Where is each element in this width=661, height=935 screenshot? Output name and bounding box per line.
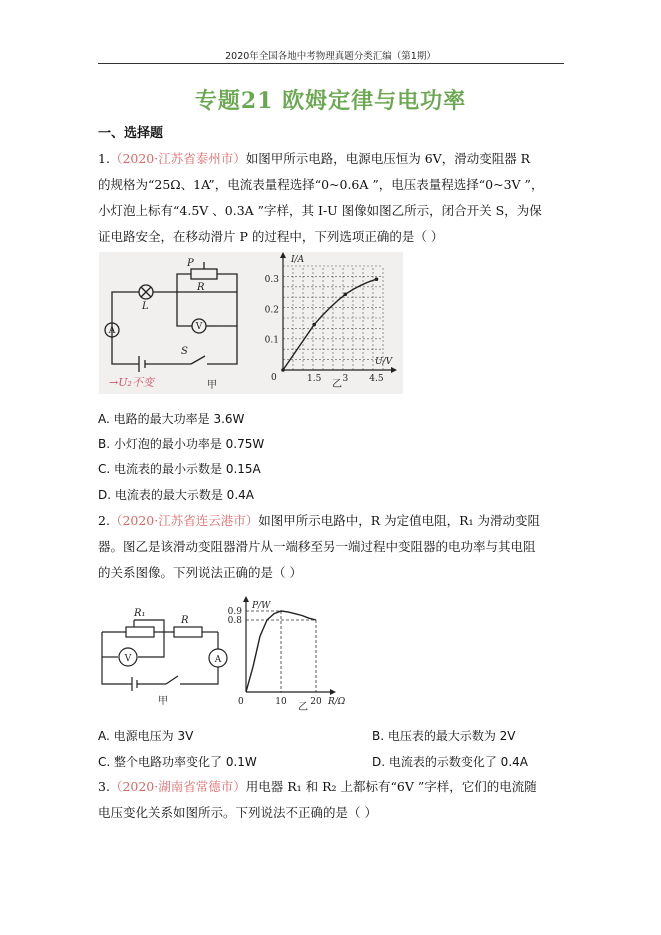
q1-label-L: L [142,301,149,312]
q2-line-3: 的关系图像。下列说法正确的是（ ） [98,565,302,580]
q2-option-c[interactable]: C. 整个电路功率变化了 0.1W [98,755,257,769]
q1-x-tick: 3 [342,374,349,384]
q1-option-d[interactable]: D. 电流表的最大示数是 0.4A [98,488,254,502]
q1-label-jia: 甲 [207,380,217,391]
page-header: 2020年全国各地中考物理真题分类汇编（第1期） [225,51,436,62]
q1-line-3: 小灯泡上标有“4.5V 、0.3A ”字样，其 I-U 图像如图乙所示，闭合开关 S，为保 [98,203,542,218]
q1-line-2: 的规格为“25Ω、1A”，电流表量程选择“0~0.6A ”，电压表量程选择“0~3V ”， [98,177,544,192]
q1-label-yi: 乙 [332,379,342,390]
q2-option-b[interactable]: B. 电压表的最大示数为 2V [372,729,516,743]
q1-label-P: P [187,258,194,269]
q1-series-point [281,368,285,372]
q1-label-R: R [197,282,205,293]
q2-rheostat [126,627,154,637]
q2-label-yi: 乙 [298,702,308,713]
q1-option-b[interactable]: B. 小灯泡的最小功率是 0.75W [98,437,265,451]
q1-figure-photo [99,252,403,394]
q1-handwriting: →U₂不变 [109,376,154,389]
q1-label-A: A [108,326,116,336]
q2-line-1 [98,508,568,534]
q1-option-c[interactable]: C. 电流表的最小示数是 0.15A [98,462,261,476]
q2-circuit [102,620,227,691]
q3-line-1 [98,774,568,800]
q3-number: 3. [98,779,110,794]
q1-y-label: I/A [291,255,305,265]
q2-pr-chart [228,596,346,713]
q1-origin: 0 [271,373,277,383]
q3-line-2: 电压变化关系如图所示。下列说法不正确的是（ ） [98,805,377,820]
q2-y-label: P/W [252,601,271,611]
q1-line-4: 证电路安全，在移动滑片 P 的过程中，下列选项正确的是（ ） [98,229,444,244]
q1-label-V: V [195,322,203,332]
q2-y-tick: 0.9 [227,607,242,617]
q2-text-1: 如图甲所示电路中，R 为定值电阻，R₁ 为滑动变阻 [258,513,541,528]
q2-option-d[interactable]: D. 电流表的示数变化了 0.4A [372,755,528,769]
section-heading: 一、选择题 [98,126,164,141]
q2-label-jia: 甲 [158,696,168,707]
q2-figure-svg [98,596,368,714]
q1-source: （2020·江苏省泰州市） [109,151,246,166]
q2-origin: 0 [238,697,244,707]
q2-x-tick: 10 [275,697,287,707]
q3-text-1: 用电器 R₁ 和 R₂ 上都标有“6V ”字样，它们的电流随 [245,779,537,794]
q1-y-tick: 0.3 [264,275,279,286]
q2-label-v: V [124,654,132,664]
q2-x-tick: 20 [310,697,322,707]
q1-x-tick: 4.5 [369,374,384,384]
q1-series-line [283,279,376,370]
q1-label-S: S [181,346,188,357]
header-divider [98,63,564,64]
page-title: 专题21 欧姆定律与电功率 [194,88,467,114]
q1-series-point [375,277,379,281]
q1-x-tick: 1.5 [306,374,322,384]
q1-text-1: 如图甲所示电路，电源电压恒为 6V，滑动变阻器 R [245,151,531,166]
question-1 [98,146,568,250]
q1-figure-svg [99,252,403,394]
q2-label-a: A [214,655,222,665]
q2-source: （2020·江苏省连云港市） [109,513,259,528]
q2-label-r: R [181,615,189,626]
q1-option-a[interactable]: A. 电路的最大功率是 3.6W [98,412,245,426]
q1-circuit [105,262,237,372]
q2-label-r1: R₁ [134,608,146,619]
question-2 [98,508,568,586]
q1-y-tick: 0.2 [264,305,279,316]
q1-number: 1. [98,151,110,166]
q1-x-label: U/V [375,357,393,367]
q2-option-a[interactable]: A. 电源电压为 3V [98,729,194,743]
q1-y-tick: 0.1 [264,335,279,346]
q2-line-2: 器。图乙是该滑动变阻器滑片从一端移至另一端过程中变阻器的电功率与其电阻 [98,539,536,554]
q2-x-label: R/Ω [328,697,346,707]
q1-line-1 [98,146,568,172]
q3-source: （2020·湖南省常德市） [109,779,246,794]
q2-y-tick: 0.8 [227,616,242,626]
q1-iu-chart [265,252,397,390]
q2-resistor [174,627,202,637]
q1-series-point [344,293,348,297]
q1-series-point [312,323,316,327]
question-3 [98,774,568,826]
q2-number: 2. [98,513,110,528]
